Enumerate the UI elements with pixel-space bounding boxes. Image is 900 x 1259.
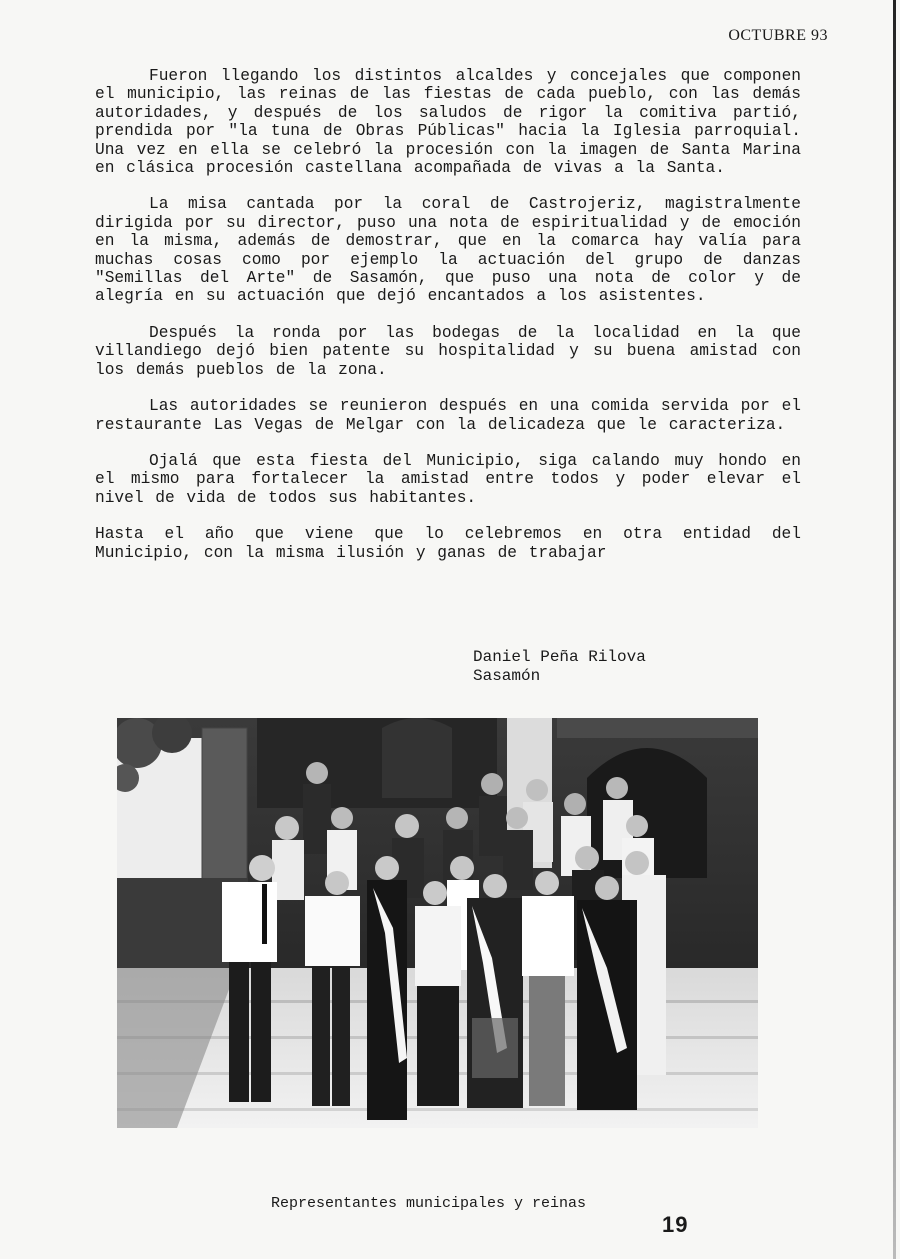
- group-photo: [117, 718, 758, 1128]
- issue-header: OCTUBRE 93: [728, 27, 828, 44]
- photo-caption: Representantes municipales y reinas: [271, 1195, 587, 1212]
- signature-block: [473, 648, 646, 686]
- page-edge-shadow: [893, 0, 896, 1259]
- article-body: [95, 67, 801, 580]
- paragraph-5: Ojalá que esta fiesta del Municipio, siga calando muy hondo en el mismo para fortalecer la amistad entre todos y poder elevar el nivel de vida de todos sus habitantes.: [95, 451, 801, 507]
- author-place: Sasamón: [473, 667, 541, 685]
- paragraph-1: Fueron llegando los distintos alcaldes y concejales que componen el municipio, las reinas de las fiestas de cada pueblo, con las demás autoridades, y después de los saludos de rigor la comitiva partió, prendida por "la tuna de Obras Públicas" hacia la Iglesia parroquial. Una vez en ella se celebró la procesión con la imagen de Santa Marina en clásica procesión castellana acompañada de vivas a la Santa.: [95, 67, 801, 178]
- author-name: Daniel Peña Rilova: [473, 648, 646, 666]
- paragraph-2: La misa cantada por la coral de Castrojeriz, magistralmente dirigida por su director, puso una nota de espiritualidad y de emoción en la misma, además de demostrar, que en la comarca hay valía para muchas cosas como por ejemplo la actuación del grupo de danzas "Semillas del Arte" de Sasamón, que puso una nota de color y de alegría en su actuación que dejó encantados a los asistentes.: [95, 195, 801, 306]
- paragraph-4: Las autoridades se reunieron después en una comida servida por el restaurante Las Vegas de Melgar con la delicadeza que le caracteriza.: [95, 397, 801, 434]
- paragraph-6: Hasta el año que viene que lo celebremos en otra entidad del Municipio, con la misma ilusión y ganas de trabajar: [95, 525, 801, 562]
- group-photo-illustration: [117, 718, 758, 1128]
- page-number: 19: [662, 1212, 689, 1237]
- paragraph-3: Después la ronda por las bodegas de la localidad en la que villandiego dejó bien patente su hospitalidad y su buena amistad con los demás pueblos de la zona.: [95, 323, 801, 379]
